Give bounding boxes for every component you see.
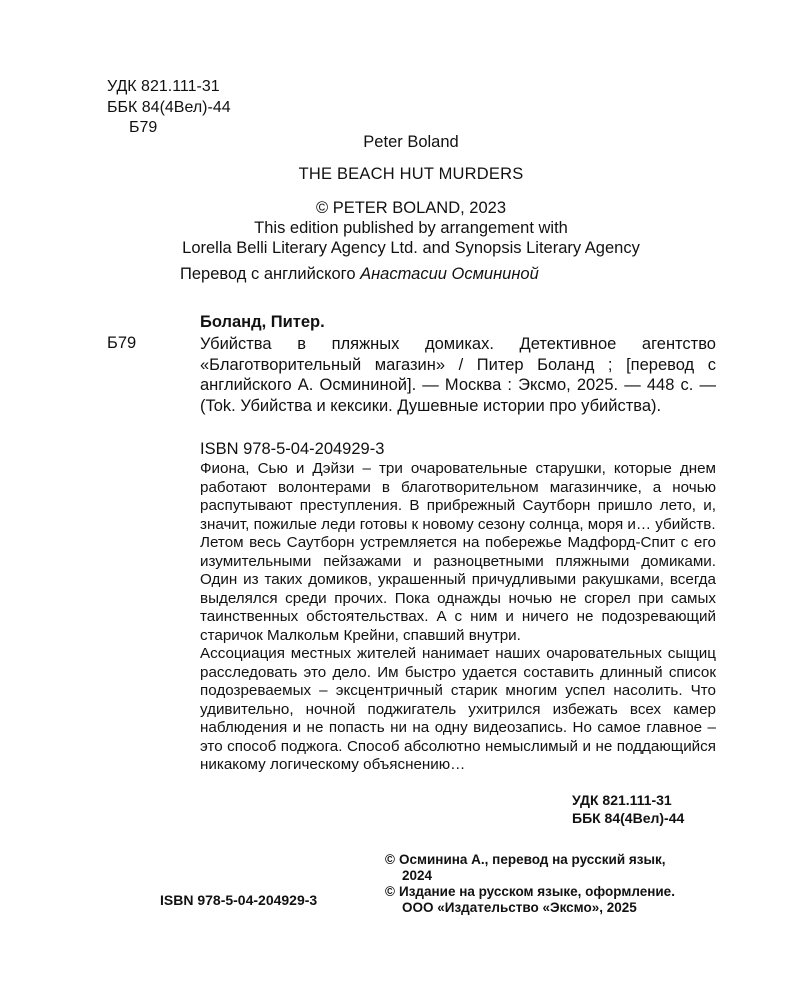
catalog-code: Б79 <box>107 334 137 352</box>
annotation-paragraph: Летом весь Саутборн устремляется на побережье Мадфорд-Спит с его изумительными пейзажами и разноцветными пляжными домиками. Один из таких домиков, украшенный причудливыми ракушками, всегда выделялся среди прочих. Пока однажды ночью не сгорел при самых таинственных обстоятельствах. А с ним и ничего не подозревающий старичок Малкольм Крейни, спавший внутри. <box>200 534 716 644</box>
original-rights <box>100 198 722 258</box>
classification-codes <box>107 77 231 139</box>
copyright-symbol: © <box>385 884 395 899</box>
bbk-code: ББК 84(4Вел)-44 <box>107 98 231 116</box>
annotation-paragraph: Ассоциация местных жителей нанимает наших очаровательных сыщиц расследовать это дело. Им быстро удается составить длинный список подозреваемых – эксцентричный старик многим успел насолить. Что удивительно, ночной поджигатель ухитрился избежать всех камер наблюдения и не попасть ни на одну видеозапись. Но самое главное – это способ поджога. Способ абсолютно немыслимый и не поддающийся никакому логическому объяснению… <box>200 645 716 773</box>
copyright-symbol: © <box>385 852 395 867</box>
original-title: THE BEACH HUT MURDERS <box>298 165 524 183</box>
edition-line-2: Lorella Belli Literary Agency Ltd. and Synopsis Literary Agency <box>182 239 640 257</box>
classification-codes-right <box>572 791 684 827</box>
bbk-code-right: ББК 84(4Вел)-44 <box>572 810 685 826</box>
udk-code: УДК 821.111-31 <box>107 78 220 95</box>
isbn-bottom: ISBN 978-5-04-204929-3 <box>160 892 318 908</box>
original-copyright: © PETER BOLAND, 2023 <box>315 199 507 217</box>
translation-prefix: Перевод с английского <box>180 265 361 283</box>
translation-credit <box>180 265 539 284</box>
catalog-heading: Боланд, Питер. <box>200 313 325 331</box>
edition-copyright: © Издание на русском языке, оформление. <box>385 884 675 899</box>
edition-line-1: This edition published by arrangement with <box>254 219 568 237</box>
udk-code-right: УДК 821.111-31 <box>572 792 672 808</box>
annotation-paragraph: Фиона, Сью и Дэйзи – три очаровательные старушки, которые днем работают волонтерами в благотворительном магазинчике, а ночью распутывают преступления. В прибрежный Саутборн пришло лето, и, значит, пожилые леди готовы к новому сезону солнца, моря и… убийств. <box>200 460 716 533</box>
russian-copyrights: © Осминина А., перевод на русский язык, 2024 © Издание на русском языке, оформление. ООО «Издательство «Эксмо», 2025 <box>385 852 725 916</box>
translator-name: Анастасии Осмининой <box>360 265 539 283</box>
author-sign-code: Б79 <box>129 119 158 136</box>
catalog-isbn: ISBN 978-5-04-204929-3 <box>200 440 385 458</box>
annotation <box>200 460 716 775</box>
original-author: Peter Boland <box>363 133 459 151</box>
translation-copyright: © Осминина А., перевод на русский язык, <box>385 852 666 867</box>
bibliographic-description: Убийства в пляжных домиках. Детективное агентство «Благотворительный магазин» / Питер Боланд ; [перевод с английского А. Осмининой]. — Москва : Эксмо, 2025. — 448 с. — (Tok. Убийства и кексики. Душевные истории про убийства). <box>200 335 716 415</box>
